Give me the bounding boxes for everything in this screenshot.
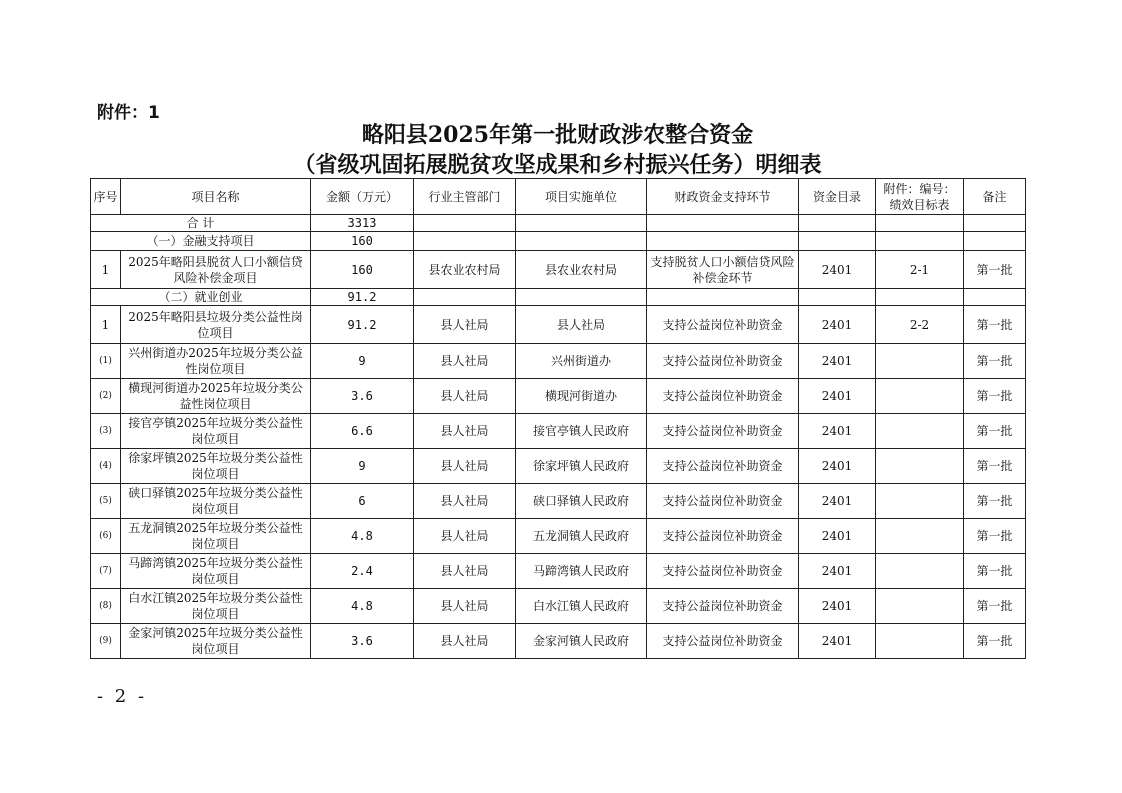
row-name: 兴州街道办2025年垃圾分类公益性岗位项目	[121, 344, 311, 379]
page-number: - 2 -	[97, 686, 148, 707]
row-perf	[876, 624, 964, 659]
row-seq: (9)	[91, 624, 121, 659]
header-seq: 序号	[91, 179, 121, 215]
table-row	[91, 344, 1026, 379]
row-unit: 接官亭镇人民政府	[516, 414, 647, 449]
row-note: 第一批	[964, 484, 1026, 519]
row-unit: 五龙洞镇人民政府	[516, 519, 647, 554]
row-name: 横现河街道办2025年垃圾分类公益性岗位项目	[121, 379, 311, 414]
row-link: 支持脱贫人口小额信贷风险补偿金环节	[647, 251, 799, 289]
row-seq: 1	[91, 306, 121, 344]
document-subtitle: （省级巩固拓展脱贫攻坚成果和乡村振兴任务）明细表	[293, 152, 822, 178]
row-name: 硖口驿镇2025年垃圾分类公益性岗位项目	[121, 484, 311, 519]
header-note: 备注	[964, 179, 1026, 215]
empty-cell	[647, 215, 799, 232]
row-dept: 县人社局	[414, 344, 516, 379]
empty-cell	[799, 215, 876, 232]
row-perf	[876, 554, 964, 589]
row-unit: 白水江镇人民政府	[516, 589, 647, 624]
row-name: 五龙洞镇2025年垃圾分类公益性岗位项目	[121, 519, 311, 554]
row-perf	[876, 519, 964, 554]
empty-cell	[516, 289, 647, 306]
row-name: 白水江镇2025年垃圾分类公益性岗位项目	[121, 589, 311, 624]
empty-cell	[964, 289, 1026, 306]
row-seq: (5)	[91, 484, 121, 519]
row-note: 第一批	[964, 554, 1026, 589]
row-catalog: 2401	[799, 306, 876, 344]
row-unit: 县人社局	[516, 306, 647, 344]
row-amount: 160	[311, 251, 414, 289]
row-note: 第一批	[964, 344, 1026, 379]
row-link: 支持公益岗位补助资金	[647, 379, 799, 414]
row-note: 第一批	[964, 414, 1026, 449]
table-row	[91, 554, 1026, 589]
empty-cell	[876, 232, 964, 251]
row-note: 第一批	[964, 306, 1026, 344]
empty-cell	[964, 215, 1026, 232]
row-note: 第一批	[964, 379, 1026, 414]
row-catalog: 2401	[799, 589, 876, 624]
row-name: 2025年略阳县垃圾分类公益性岗位项目	[121, 306, 311, 344]
header-perf: 附件：编号：绩效目标表	[876, 179, 964, 215]
row-catalog: 2401	[799, 554, 876, 589]
row-amount: 91.2	[311, 306, 414, 344]
row-amount: 9	[311, 449, 414, 484]
row-link: 支持公益岗位补助资金	[647, 414, 799, 449]
row-dept: 县人社局	[414, 306, 516, 344]
row-link: 支持公益岗位补助资金	[647, 519, 799, 554]
empty-cell	[414, 232, 516, 251]
row-seq: (2)	[91, 379, 121, 414]
table-row	[91, 624, 1026, 659]
row-amount: 9	[311, 344, 414, 379]
category-row	[91, 232, 1026, 251]
row-dept: 县人社局	[414, 484, 516, 519]
row-amount: 4.8	[311, 589, 414, 624]
empty-cell	[876, 289, 964, 306]
table-body	[91, 179, 1026, 659]
header-name: 项目名称	[121, 179, 311, 215]
row-perf	[876, 344, 964, 379]
row-link: 支持公益岗位补助资金	[647, 589, 799, 624]
row-link: 支持公益岗位补助资金	[647, 484, 799, 519]
row-catalog: 2401	[799, 414, 876, 449]
table-row	[91, 589, 1026, 624]
row-link: 支持公益岗位补助资金	[647, 344, 799, 379]
table-row	[91, 251, 1026, 289]
row-amount: 6.6	[311, 414, 414, 449]
row-unit: 金家河镇人民政府	[516, 624, 647, 659]
row-unit: 横现河街道办	[516, 379, 647, 414]
row-link: 支持公益岗位补助资金	[647, 449, 799, 484]
row-catalog: 2401	[799, 519, 876, 554]
row-perf	[876, 589, 964, 624]
row-perf: 2-2	[876, 306, 964, 344]
row-link: 支持公益岗位补助资金	[647, 306, 799, 344]
header-catalog: 资金目录	[799, 179, 876, 215]
empty-cell	[647, 232, 799, 251]
row-dept: 县人社局	[414, 379, 516, 414]
row-amount: 4.8	[311, 519, 414, 554]
row-unit: 县农业农村局	[516, 251, 647, 289]
total-label: 合 计	[91, 215, 311, 232]
category-label: （一）金融支持项目	[91, 232, 311, 251]
row-dept: 县农业农村局	[414, 251, 516, 289]
row-catalog: 2401	[799, 624, 876, 659]
row-dept: 县人社局	[414, 624, 516, 659]
row-seq: (7)	[91, 554, 121, 589]
row-catalog: 2401	[799, 344, 876, 379]
row-note: 第一批	[964, 624, 1026, 659]
row-dept: 县人社局	[414, 519, 516, 554]
row-note: 第一批	[964, 519, 1026, 554]
row-amount: 3.6	[311, 379, 414, 414]
row-name: 马蹄湾镇2025年垃圾分类公益性岗位项目	[121, 554, 311, 589]
row-seq: (1)	[91, 344, 121, 379]
row-dept: 县人社局	[414, 589, 516, 624]
row-unit: 徐家坪镇人民政府	[516, 449, 647, 484]
row-seq: 1	[91, 251, 121, 289]
empty-cell	[799, 289, 876, 306]
row-seq: (8)	[91, 589, 121, 624]
row-perf	[876, 449, 964, 484]
header-dept: 行业主管部门	[414, 179, 516, 215]
row-amount: 3.6	[311, 624, 414, 659]
row-unit: 硖口驿镇人民政府	[516, 484, 647, 519]
row-dept: 县人社局	[414, 554, 516, 589]
empty-cell	[799, 232, 876, 251]
header-amount: 金额（万元）	[311, 179, 414, 215]
row-catalog: 2401	[799, 449, 876, 484]
category-row	[91, 289, 1026, 306]
total-row	[91, 215, 1026, 232]
row-unit: 马蹄湾镇人民政府	[516, 554, 647, 589]
category-label: （二）就业创业	[91, 289, 311, 306]
header-link: 财政资金支持环节	[647, 179, 799, 215]
document-title: 略阳县2025年第一批财政涉农整合资金	[361, 122, 754, 148]
row-catalog: 2401	[799, 484, 876, 519]
total-amount: 3313	[311, 215, 414, 232]
row-catalog: 2401	[799, 379, 876, 414]
row-link: 支持公益岗位补助资金	[647, 554, 799, 589]
row-amount: 6	[311, 484, 414, 519]
table-row	[91, 414, 1026, 449]
row-catalog: 2401	[799, 251, 876, 289]
row-amount: 2.4	[311, 554, 414, 589]
empty-cell	[516, 232, 647, 251]
attachment-label: 附件：1	[97, 103, 160, 123]
table-header-row	[91, 179, 1026, 215]
row-seq: (4)	[91, 449, 121, 484]
row-dept: 县人社局	[414, 449, 516, 484]
row-dept: 县人社局	[414, 414, 516, 449]
category-amount: 160	[311, 232, 414, 251]
table-row	[91, 306, 1026, 344]
row-name: 2025年略阳县脱贫人口小额信贷风险补偿金项目	[121, 251, 311, 289]
table-row	[91, 379, 1026, 414]
row-name: 徐家坪镇2025年垃圾分类公益性岗位项目	[121, 449, 311, 484]
header-unit: 项目实施单位	[516, 179, 647, 215]
empty-cell	[516, 215, 647, 232]
table-row	[91, 449, 1026, 484]
row-note: 第一批	[964, 589, 1026, 624]
row-seq: (6)	[91, 519, 121, 554]
empty-cell	[647, 289, 799, 306]
row-name: 接官亭镇2025年垃圾分类公益性岗位项目	[121, 414, 311, 449]
row-link: 支持公益岗位补助资金	[647, 624, 799, 659]
empty-cell	[414, 215, 516, 232]
row-perf: 2-1	[876, 251, 964, 289]
row-note: 第一批	[964, 449, 1026, 484]
table-row	[91, 484, 1026, 519]
row-unit: 兴州街道办	[516, 344, 647, 379]
row-perf	[876, 414, 964, 449]
row-note: 第一批	[964, 251, 1026, 289]
category-amount: 91.2	[311, 289, 414, 306]
row-name: 金家河镇2025年垃圾分类公益性岗位项目	[121, 624, 311, 659]
row-perf	[876, 379, 964, 414]
row-perf	[876, 484, 964, 519]
row-seq: (3)	[91, 414, 121, 449]
table-row	[91, 519, 1026, 554]
empty-cell	[414, 289, 516, 306]
empty-cell	[964, 232, 1026, 251]
funding-detail-table	[90, 178, 1026, 659]
empty-cell	[876, 215, 964, 232]
